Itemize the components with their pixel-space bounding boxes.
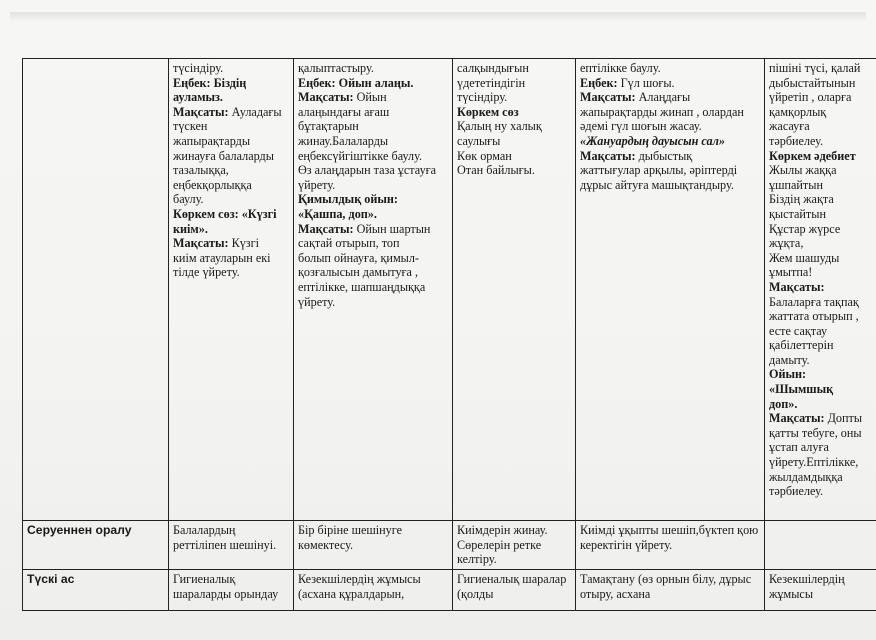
- cell-text-line: «Қашпа, доп».: [298, 206, 377, 221]
- cell-lunch-tuesday: Кезекшілердің жұмысы (асхана құралдарын,: [294, 570, 453, 611]
- cell-text-line: Құстар жүрсе: [769, 221, 841, 236]
- cell-text-line: ұстап алуға: [769, 440, 829, 455]
- cell-tuesday: [294, 59, 453, 521]
- cell-text-line: тілде үйрету.: [173, 265, 240, 280]
- cell-text-line: Мақсаты:: [769, 279, 825, 294]
- cell-text-line: Жылы жаққа: [769, 163, 837, 178]
- cell-text-line: түскен: [173, 119, 208, 134]
- cell-text-line: киім атауларын екі: [173, 250, 271, 265]
- cell-text-line: тәрбиелеу.: [769, 484, 824, 499]
- cell-text-line: ұмытпа!: [769, 265, 813, 280]
- cell-text-line: Еңбек: Гүл шоғы.: [580, 75, 675, 90]
- cell-text-line: Мақсаты: Ойын шартын: [298, 221, 431, 236]
- cell-return-thursday: Киімді ұқыпты шешіп,бүктеп қою керектігін үйрету.: [576, 521, 765, 570]
- cell-text-line: жинау.Балаларды: [298, 133, 389, 148]
- cell-friday: [765, 59, 876, 521]
- cell-text-line: баулу.: [173, 192, 204, 207]
- table-row-lunch: [23, 570, 876, 611]
- cell-text-line: тәрбиелеу.: [769, 133, 824, 148]
- cell-text-line: Еңбек: Ойын алаңы.: [298, 75, 414, 90]
- cell-text-line: Ойын:: [769, 367, 807, 382]
- cell-text-line: жаттата отырып ,: [769, 309, 859, 324]
- row-label-lunch: Түскі ас: [23, 570, 169, 611]
- cell-text-line: жапырақтарды жинап , олардан: [580, 104, 744, 119]
- cell-text-line: Қалың ну халық: [457, 119, 542, 134]
- cell-text-line: жаттығулар арқылы, әріптерді: [580, 163, 738, 178]
- cell-text-line: Мақсаты: Ауладағы: [173, 104, 282, 119]
- cell-text-line: жинауға балаларды: [173, 148, 274, 163]
- cell-text-line: Біздің жақта: [769, 192, 834, 207]
- cell-text-line: Балаларға тақпақ: [769, 294, 859, 309]
- cell-text-line: «Жануардың дауысын сал»: [580, 133, 725, 148]
- cell-text-line: саулығы: [457, 133, 501, 148]
- cell-text-line: Мақсаты: Алаңдағы: [580, 90, 691, 105]
- cell-return-monday: Балалардың реттіліпен шешінуі.: [169, 521, 294, 570]
- cell-text-line: еңбексүйгіштікке баулу.: [298, 148, 423, 163]
- daily-plan-table: [22, 58, 876, 611]
- cell-text-line: үйрету.: [298, 294, 336, 309]
- cell-text-line: Көркем сөз: [457, 104, 519, 119]
- cell-wednesday: [453, 59, 576, 521]
- cell-text-line: бұтақтарын: [298, 119, 359, 134]
- cell-text-line: Көркем әдебиет: [769, 148, 856, 163]
- cell-text-line: Жем шашуды: [769, 250, 840, 265]
- cell-text-line: Өз алаңдарын таза ұстауға: [298, 163, 437, 178]
- cell-text-line: сақтай отырып, топ: [298, 236, 400, 251]
- cell-text-line: еңбекқорлыққа: [173, 177, 252, 192]
- row-label-cell-empty: [23, 59, 169, 521]
- cell-lunch-friday: Кезекшілердің жұмысы: [765, 570, 876, 611]
- cell-return-tuesday: Бір біріне шешінуге көмектесу.: [294, 521, 453, 570]
- cell-text-line: дамыту.: [769, 352, 810, 367]
- cell-text-line: Отан байлығы.: [457, 163, 535, 178]
- cell-text-line: қатты тебуге, оны: [769, 425, 862, 440]
- scan-edge-shadow: [10, 12, 866, 22]
- cell-text-line: үйретіп , оларға: [769, 90, 852, 105]
- cell-text-line: Мақсаты: Допты: [769, 411, 863, 426]
- cell-text-line: ептілікке баулу.: [580, 61, 661, 75]
- cell-text-line: киім».: [173, 221, 208, 236]
- cell-text-line: үйрету.: [298, 177, 336, 192]
- cell-lunch-thursday: Тамақтану (өз орнын білу, дұрыс отыру, асхана: [576, 570, 765, 611]
- cell-text-line: үдететіндігін: [457, 75, 526, 90]
- cell-text-line: салқындығын: [457, 61, 529, 75]
- cell-text-line: жылдамдыққа: [769, 469, 843, 484]
- cell-text-line: болып ойнауға, қимыл-: [298, 250, 419, 265]
- cell-text-line: қамқорлық: [769, 104, 827, 119]
- cell-text-line: ептілікке, шапшаңдыққа: [298, 279, 426, 294]
- cell-text-line: Мақсаты: Ойын: [298, 90, 387, 105]
- cell-text-line: жұқта,: [769, 236, 804, 251]
- row-label-return: Серуеннен оралу: [23, 521, 169, 570]
- cell-thursday: [576, 59, 765, 521]
- cell-text-line: түсіндіру.: [457, 90, 508, 105]
- cell-text-line: есте сақтау: [769, 323, 828, 338]
- cell-text-line: Мақсаты: дыбыстық: [580, 148, 693, 163]
- table-row-walk-activities: [23, 59, 876, 521]
- cell-text-line: тазалыққа,: [173, 163, 229, 178]
- cell-text-line: түсіндіру.: [173, 61, 224, 75]
- cell-text-line: дыбыстайтынын: [769, 75, 856, 90]
- cell-text-line: «Шымшық: [769, 382, 834, 397]
- cell-text-line: жапырақтарды: [173, 133, 251, 148]
- cell-text-line: дұрыс айтуға машықтандыру.: [580, 177, 734, 192]
- cell-text-line: Көркем сөз: «Күзгі: [173, 206, 277, 221]
- cell-monday: [169, 59, 294, 521]
- table-row-return-from-walk: [23, 521, 876, 570]
- cell-text-line: ұшпайтын: [769, 177, 823, 192]
- cell-text-line: қыстайтын: [769, 206, 826, 221]
- cell-text-line: қабілеттерін: [769, 338, 834, 353]
- cell-return-friday: [765, 521, 876, 570]
- cell-text-line: жасауға: [769, 119, 810, 134]
- cell-text-line: ауламыз.: [173, 90, 223, 105]
- cell-text-line: доп».: [769, 396, 798, 411]
- cell-text-line: алаңындағы ағаш: [298, 104, 390, 119]
- cell-text-line: пішіні түсі, қалай: [769, 61, 861, 75]
- cell-text-line: үйрету.Ептілікке,: [769, 455, 859, 470]
- cell-text-line: әдемі гүл шоғын жасау.: [580, 119, 702, 134]
- cell-text-line: Қимылдық ойын:: [298, 192, 398, 207]
- cell-text-line: Көк орман: [457, 148, 512, 163]
- cell-lunch-wednesday: Гигиеналық шаралар (қолды: [453, 570, 576, 611]
- cell-text-line: қалыптастыру.: [298, 61, 374, 75]
- cell-lunch-monday: Гигиеналық шараларды орындау: [169, 570, 294, 611]
- cell-text-line: Мақсаты: Күзгі: [173, 236, 259, 251]
- cell-return-wednesday: Киімдерін жинау. Сөрелерін ретке келтіру.: [453, 521, 576, 570]
- cell-text-line: Еңбек: Біздің: [173, 75, 247, 90]
- cell-text-line: қозғалысын дамытуға ,: [298, 265, 419, 280]
